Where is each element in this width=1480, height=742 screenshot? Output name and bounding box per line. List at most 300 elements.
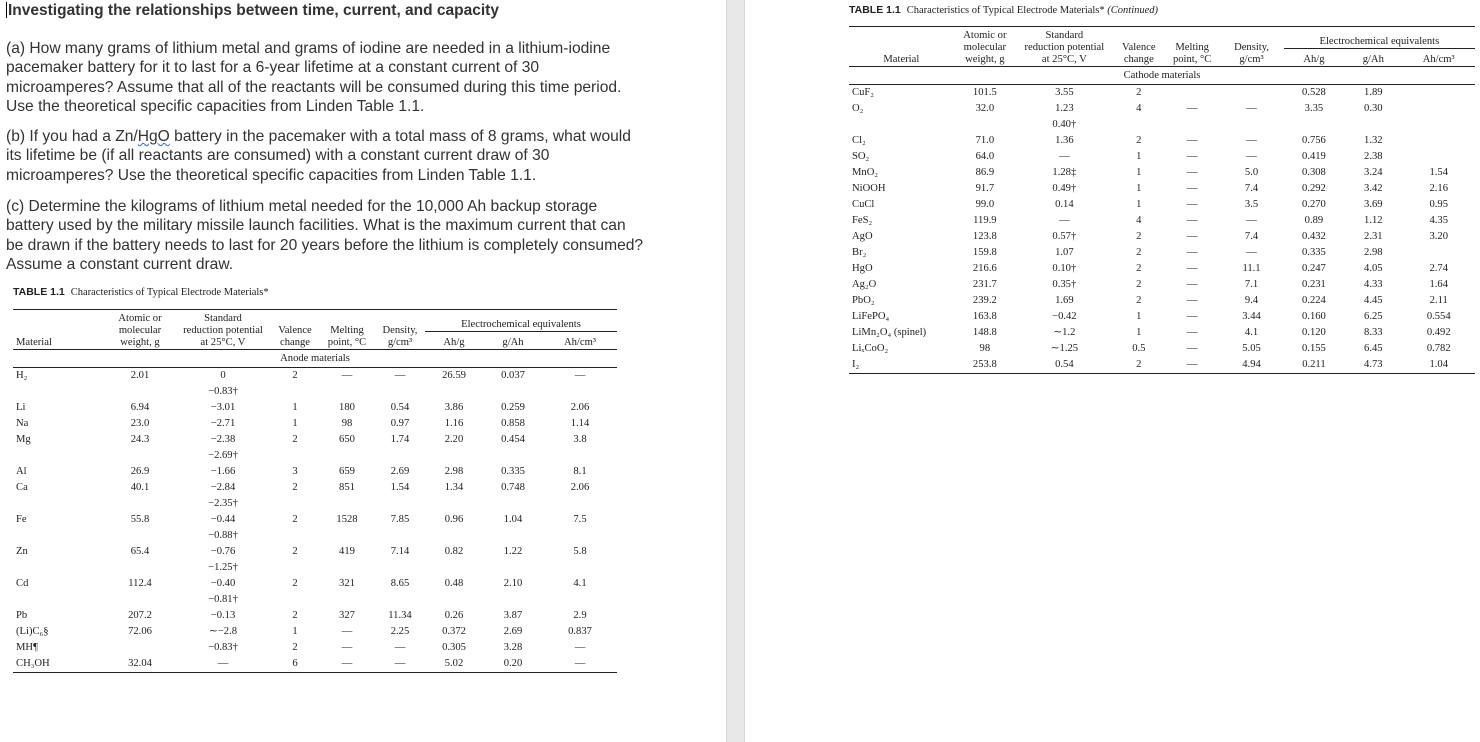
table-cell xyxy=(319,592,375,608)
table-cell: — xyxy=(574,642,586,653)
table-row xyxy=(13,640,617,656)
table-cell: 659 xyxy=(339,466,355,477)
table-cell: — xyxy=(375,656,425,673)
table-cell: 1 xyxy=(1136,151,1142,162)
table-cell: 8.1 xyxy=(573,466,587,477)
table-cell: 32.04 xyxy=(105,656,175,673)
table-cell: 3.86 xyxy=(444,402,464,413)
table-cell: 3.28 xyxy=(503,642,523,653)
table-cell: 851 xyxy=(339,482,355,493)
table-cell: — xyxy=(175,656,271,673)
table-cell: 1.74 xyxy=(390,434,410,445)
table-cell: ∼−2.8 xyxy=(208,626,238,637)
table-body xyxy=(849,85,1475,374)
material-cell: LiMn₂O₄ (spinel) xyxy=(852,327,927,338)
table-cell xyxy=(375,528,425,544)
table-cell xyxy=(375,448,425,464)
table-cell xyxy=(543,528,617,544)
table-cell: 4 xyxy=(1136,103,1142,114)
table-cell: 4.45 xyxy=(1364,295,1383,306)
table-cell: 0.372 xyxy=(442,626,466,637)
table-cell: 91.7 xyxy=(975,183,995,194)
table-cell: 1 xyxy=(292,402,298,413)
table-cell: — xyxy=(1186,151,1198,162)
table-cell: 2.98 xyxy=(1364,247,1383,258)
table-row xyxy=(13,480,617,496)
table-row xyxy=(13,432,617,448)
table-cell: 0.95 xyxy=(1429,199,1448,210)
table-cell: 0.20 xyxy=(483,656,543,673)
table-cell: 1 xyxy=(1136,311,1142,322)
table-cell: 0.858 xyxy=(501,418,525,429)
material-cell: Mg xyxy=(16,434,31,445)
document-page-right xyxy=(745,0,1480,742)
table-row xyxy=(13,592,617,608)
table-cell: 2 xyxy=(1136,135,1142,146)
col-header-potential: Standard reduction potential at 25°C, V xyxy=(183,313,263,348)
table-cell: 32.0 xyxy=(975,103,995,114)
material-cell: NiOOH xyxy=(852,183,886,194)
table-cell xyxy=(105,528,175,544)
table-cell xyxy=(1402,117,1475,133)
table-cell: — xyxy=(574,370,586,381)
table-cell: 0.82 xyxy=(444,546,464,557)
table-cell: −0.83† xyxy=(208,386,238,397)
col-header-melting: Melting point, °C xyxy=(327,325,367,348)
table-cell xyxy=(425,496,483,512)
table-cell: 2.01 xyxy=(130,370,150,381)
table-cell: 0.528 xyxy=(1302,87,1326,98)
table-row xyxy=(849,309,1475,325)
table-cell: 6.94 xyxy=(130,402,150,413)
table-row xyxy=(13,448,617,464)
table-cell xyxy=(483,560,543,576)
table-cell: 2.20 xyxy=(444,434,464,445)
table-cell: 207.2 xyxy=(128,610,152,621)
table-cell: −0.40 xyxy=(210,578,236,589)
table-cell xyxy=(483,592,543,608)
material-cell xyxy=(13,384,105,400)
table-cell: 2 xyxy=(292,610,298,621)
table-cell: 1 xyxy=(1136,183,1142,194)
col-header-material: Material xyxy=(16,337,52,348)
table-cell: — xyxy=(1059,151,1070,162)
text-cursor xyxy=(6,2,7,18)
material-cell: Al xyxy=(16,466,27,477)
table-cell: 0.96 xyxy=(444,514,464,525)
col-header-density: Density, g/cm³ xyxy=(382,325,418,348)
col-header-material: Material xyxy=(883,54,920,65)
table-cell: 1.12 xyxy=(1364,215,1383,226)
table-cell: 0.5 xyxy=(1132,343,1146,354)
table-cell: — xyxy=(1186,327,1198,338)
table-cell: 1.69 xyxy=(1055,295,1074,306)
table-cell: — xyxy=(341,642,353,653)
table-cell: 4.33 xyxy=(1364,279,1383,290)
table-row xyxy=(849,165,1475,181)
col-header-gah: g/Ah xyxy=(502,337,524,348)
table-cell: 419 xyxy=(339,546,355,557)
table-cell xyxy=(543,592,617,608)
table-row xyxy=(13,576,617,592)
col-header-mw: Atomic or molecular weight, g xyxy=(963,30,1007,65)
table-cell xyxy=(543,448,617,464)
material-cell: CuCl xyxy=(852,199,875,210)
table-cell: 0.335 xyxy=(1302,247,1326,258)
table-cell: — xyxy=(1246,151,1257,162)
col-header-density: Density, g/cm³ xyxy=(1234,42,1269,65)
table-cell: 0.305 xyxy=(442,642,466,653)
table-cell: 1.32 xyxy=(1364,135,1383,146)
table-row xyxy=(13,528,617,544)
table-cell: — xyxy=(1186,183,1198,194)
table-cell: 650 xyxy=(339,434,355,445)
table-cell: −2.84 xyxy=(210,482,236,493)
table-cell: 1.54 xyxy=(390,482,410,493)
table-row xyxy=(849,293,1475,309)
table-row xyxy=(13,544,617,560)
table-cell: −2.35† xyxy=(208,498,238,509)
table-cell: — xyxy=(1165,357,1219,374)
table-cell xyxy=(105,496,175,512)
table-cell xyxy=(483,384,543,400)
table-cell: −1.25† xyxy=(208,562,238,573)
table-cell xyxy=(425,528,483,544)
table-row xyxy=(13,560,617,576)
table-cell xyxy=(1219,85,1283,102)
section-header-cathode: Cathode materials xyxy=(849,67,1475,85)
table-cell: 0.292 xyxy=(1302,183,1326,194)
table-cell: — xyxy=(1186,343,1198,354)
table-cell: 98 xyxy=(979,343,991,354)
material-cell: Cl₂ xyxy=(852,135,866,146)
table-cell: 2 xyxy=(292,578,298,589)
table-cell: 0.037 xyxy=(501,370,525,381)
table-cell: 0.335 xyxy=(501,466,525,477)
table-row xyxy=(13,512,617,528)
table-cell: 55.8 xyxy=(130,514,150,525)
table-cell xyxy=(105,384,175,400)
table-cell: 1.16 xyxy=(444,418,464,429)
table-cell xyxy=(483,496,543,512)
table-cell: ∼1.2 xyxy=(1053,327,1076,338)
table-row xyxy=(849,85,1475,102)
table-cell: 2 xyxy=(1136,295,1142,306)
table-row xyxy=(849,197,1475,213)
table-cell xyxy=(271,528,319,544)
material-cell: MH¶ xyxy=(16,642,38,653)
col-header-potential: Standard reduction potential at 25°C, V xyxy=(1024,30,1105,65)
table-cell: 0.211 xyxy=(1284,357,1344,374)
table-cell: 2.9 xyxy=(573,610,587,621)
table-cell: 2.31 xyxy=(1364,231,1383,242)
table-cell: 2.16 xyxy=(1429,183,1448,194)
table-cell: −2.69† xyxy=(208,450,238,461)
table-cell: 231.7 xyxy=(972,279,997,290)
table-cell: 2 xyxy=(292,514,298,525)
table-cell xyxy=(271,448,319,464)
table-cell: 2 xyxy=(292,642,298,653)
table-cell: 2 xyxy=(1136,231,1142,242)
material-cell: I₂ xyxy=(849,357,954,374)
table-cell: 4.1 xyxy=(1244,327,1259,338)
table-cell: 0.89 xyxy=(1304,215,1324,226)
table-cell: 0.120 xyxy=(1302,327,1326,338)
table-cell: 0.160 xyxy=(1302,311,1326,322)
table-cell: 163.8 xyxy=(972,311,997,322)
table-cell: 2.38 xyxy=(1364,151,1383,162)
table-cell: 5.02 xyxy=(425,656,483,673)
page-gutter xyxy=(726,0,745,742)
table-cell: 2.69 xyxy=(390,466,410,477)
table-cell: 71.0 xyxy=(975,135,995,146)
table-row xyxy=(849,149,1475,165)
col-header-ahcm: Ah/cm³ xyxy=(563,337,596,348)
material-cell xyxy=(13,448,105,464)
table-cell xyxy=(375,384,425,400)
table-body xyxy=(13,368,617,673)
material-cell xyxy=(13,592,105,608)
table-cell: — xyxy=(1246,135,1257,146)
cathode-materials-table xyxy=(849,26,1475,374)
table-cell: 0.554 xyxy=(1426,311,1451,322)
table-cell xyxy=(954,117,1016,133)
table-cell: 321 xyxy=(339,578,355,589)
table-cell: −0.83† xyxy=(208,642,238,653)
table-cell: — xyxy=(1186,215,1198,226)
table-row xyxy=(849,341,1475,357)
table-cell: 0.837 xyxy=(568,626,592,637)
material-cell xyxy=(13,528,105,544)
question-c: (c) Determine the kilograms of lithium metal needed for the 10,000 Ah backup storage battery used by the military missile launch facilities. What is the maximum current that can be drawn if the battery needs to last for 20 years before the lithium is completely consumed? Assume a constant current draw. xyxy=(6,198,644,274)
table-cell: 0.35† xyxy=(1052,279,1077,290)
table-row xyxy=(849,245,1475,261)
table-cell: 0.26 xyxy=(444,610,464,621)
col-header-electrochemical: Electrochemical equivalents xyxy=(425,310,617,332)
table-cell: 23.0 xyxy=(130,418,150,429)
table-cell: — xyxy=(319,656,375,673)
table-cell: 24.3 xyxy=(130,434,150,445)
table-cell xyxy=(319,448,375,464)
table-cell: 3.42 xyxy=(1364,183,1383,194)
table-cell xyxy=(425,592,483,608)
table-cell xyxy=(375,592,425,608)
table-cell xyxy=(375,560,425,576)
table-cell: 0.432 xyxy=(1302,231,1326,242)
table-cell: 2 xyxy=(1136,247,1142,258)
table-cell: −1.66 xyxy=(210,466,236,477)
material-cell xyxy=(849,117,954,133)
table-cell: 2 xyxy=(1136,87,1142,98)
table-cell: 3.87 xyxy=(503,610,523,621)
material-cell: AgO xyxy=(852,231,873,242)
table-cell: 0.54 xyxy=(390,402,410,413)
table-cell: — xyxy=(1186,167,1198,178)
table-cell: 26.59 xyxy=(442,370,466,381)
table-cell: −0.44 xyxy=(210,514,236,525)
material-cell: Li xyxy=(16,402,26,413)
table-cell: — xyxy=(394,642,406,653)
table-cell: 101.5 xyxy=(972,87,997,98)
table-cell: — xyxy=(1186,135,1198,146)
spelling-flagged-word[interactable]: HgO xyxy=(137,128,170,145)
table-cell: 2.10 xyxy=(503,578,523,589)
table-cell: 6.25 xyxy=(1364,311,1383,322)
table-cell: 7.1 xyxy=(1244,279,1259,290)
col-header-ahg: Ah/g xyxy=(1303,54,1325,65)
table-cell xyxy=(105,560,175,576)
table-cell: 0 xyxy=(220,370,226,381)
material-cell: LiFePO₄ xyxy=(852,311,890,322)
table-cell: 11.34 xyxy=(388,610,412,621)
table-cell: 2.06 xyxy=(570,402,590,413)
table-cell: 1.89 xyxy=(1364,87,1383,98)
table-cell: 7.4 xyxy=(1244,231,1259,242)
table-cell: 65.4 xyxy=(130,546,150,557)
table-cell: 0.748 xyxy=(501,482,525,493)
table-cell: −3.01 xyxy=(210,402,236,413)
table-cell: 8.33 xyxy=(1364,327,1383,338)
question-b: (b) If you had a Zn/HgO battery in the pacemaker with a total mass of 8 grams, what would its lifetime be (if all reactants are consumed) with a constant current draw of 30 microamperes? Use the theoretical specific capacities from Linden Table 1.1. xyxy=(6,128,631,184)
table-cell: 0.756 xyxy=(1302,135,1326,146)
table-cell: 0.40† xyxy=(1052,119,1077,130)
table-cell: — xyxy=(1186,103,1198,114)
table-cell: 1.64 xyxy=(1429,279,1448,290)
material-cell: Zn xyxy=(16,546,28,557)
table-cell: — xyxy=(1186,295,1198,306)
col-header-electrochemical: Electrochemical equivalents xyxy=(1284,27,1475,49)
table-cell xyxy=(105,640,175,656)
table-cell: 7.5 xyxy=(573,514,587,525)
table-cell: 3.5 xyxy=(1244,199,1259,210)
table-cell: — xyxy=(394,370,406,381)
question-a: (a) How many grams of lithium metal and grams of iodine are needed in a lithium-iodine pacemaker battery for it to last for a 6-year lifetime at a constant current of 30 microamperes? Assume that all of the reactants will be consumed during this time period. Use the theoretical specific capacities from Linden Table 1.1. xyxy=(6,40,622,116)
table-caption-continued: TABLE 1.1 Characteristics of Typical Electrode Materials* (Continued) xyxy=(849,4,1159,16)
table-cell: 327 xyxy=(339,610,355,621)
table-cell: 148.8 xyxy=(972,327,997,338)
table-cell xyxy=(1344,117,1402,133)
table-row xyxy=(849,101,1475,117)
table-cell: 2.98 xyxy=(444,466,464,477)
table-cell xyxy=(1402,133,1475,149)
table-cell xyxy=(319,384,375,400)
col-header-valence: Valence change xyxy=(1122,42,1156,65)
table-cell: 2 xyxy=(292,434,298,445)
table-cell: — xyxy=(1186,231,1198,242)
material-cell: SO₂ xyxy=(852,151,870,162)
table-cell: 9.4 xyxy=(1244,295,1259,306)
table-cell: 1.14 xyxy=(570,418,590,429)
table-cell xyxy=(543,496,617,512)
table-cell xyxy=(425,560,483,576)
table-row xyxy=(13,496,617,512)
material-cell: Cd xyxy=(16,578,29,589)
table-cell xyxy=(105,592,175,608)
material-cell: PbO₂ xyxy=(852,295,875,306)
table-cell xyxy=(1402,85,1475,102)
material-cell: (Li)C₆§ xyxy=(16,626,49,637)
table-cell: 112.4 xyxy=(128,578,152,589)
table-cell: 0.48 xyxy=(444,578,464,589)
table-cell: 3.35 xyxy=(1304,103,1324,114)
table-cell: 0.97 xyxy=(390,418,410,429)
material-cell: Fe xyxy=(16,514,27,525)
table-cell: 1.36 xyxy=(1055,135,1074,146)
table-cell: 0.247 xyxy=(1302,263,1326,274)
table-cell: 4.35 xyxy=(1429,215,1448,226)
table-cell xyxy=(1165,117,1219,133)
table-cell xyxy=(375,496,425,512)
table-cell: 0.270 xyxy=(1302,199,1326,210)
table-cell: 7.85 xyxy=(390,514,410,525)
table-cell: 0.155 xyxy=(1302,343,1326,354)
col-header-gah: g/Ah xyxy=(1362,54,1384,65)
table-cell xyxy=(483,528,543,544)
table-cell: — xyxy=(1186,311,1198,322)
table-cell: 2.11 xyxy=(1429,295,1448,306)
table-cell: 26.9 xyxy=(130,466,150,477)
table-row xyxy=(849,229,1475,245)
table-cell xyxy=(271,384,319,400)
table-cell: 0.10† xyxy=(1052,263,1077,274)
table-cell: — xyxy=(543,656,617,673)
table-row xyxy=(849,133,1475,149)
document-page-left xyxy=(0,0,726,742)
table-cell: −0.76 xyxy=(210,546,236,557)
table-cell: 0.259 xyxy=(501,402,525,413)
table-cell xyxy=(543,560,617,576)
material-cell xyxy=(13,496,105,512)
table-cell: 4.1 xyxy=(573,578,587,589)
table-row xyxy=(849,181,1475,197)
col-header-ahg: Ah/g xyxy=(443,337,465,348)
table-cell: 1 xyxy=(1136,327,1142,338)
table-caption: TABLE 1.1 Characteristics of Typical Electrode Materials* xyxy=(13,286,269,298)
table-cell: 1.28‡ xyxy=(1052,167,1077,178)
table-cell: 6.45 xyxy=(1364,343,1383,354)
table-cell xyxy=(1402,101,1475,117)
table-cell: 1.34 xyxy=(444,482,464,493)
table-cell xyxy=(1284,117,1344,133)
table-cell: −0.81† xyxy=(208,594,238,605)
table-row xyxy=(13,608,617,624)
table-cell: 1 xyxy=(1136,167,1142,178)
table-cell xyxy=(1402,149,1475,165)
material-cell: Na xyxy=(16,418,29,429)
material-cell: Ag₂O xyxy=(852,279,877,290)
table-cell: 86.9 xyxy=(975,167,995,178)
table-cell: — xyxy=(1246,215,1257,226)
table-row xyxy=(849,213,1475,229)
table-cell: 239.2 xyxy=(972,295,997,306)
table-cell xyxy=(543,384,617,400)
table-row xyxy=(13,656,617,673)
table-cell: 2 xyxy=(292,370,298,381)
table-cell: 99.0 xyxy=(975,199,995,210)
table-row xyxy=(13,416,617,432)
material-cell: HgO xyxy=(852,263,873,274)
table-cell: 2.69 xyxy=(503,626,523,637)
table-cell: 2 xyxy=(292,482,298,493)
table-cell: 4.05 xyxy=(1364,263,1383,274)
table-cell: ∼1.25 xyxy=(1050,343,1079,354)
table-cell: 119.9 xyxy=(973,215,997,226)
table-cell: 2 xyxy=(1136,263,1142,274)
table-row xyxy=(13,384,617,400)
table-cell: 1 xyxy=(1136,199,1142,210)
table-cell: 2.06 xyxy=(570,482,590,493)
table-cell: 2 xyxy=(1136,279,1142,290)
